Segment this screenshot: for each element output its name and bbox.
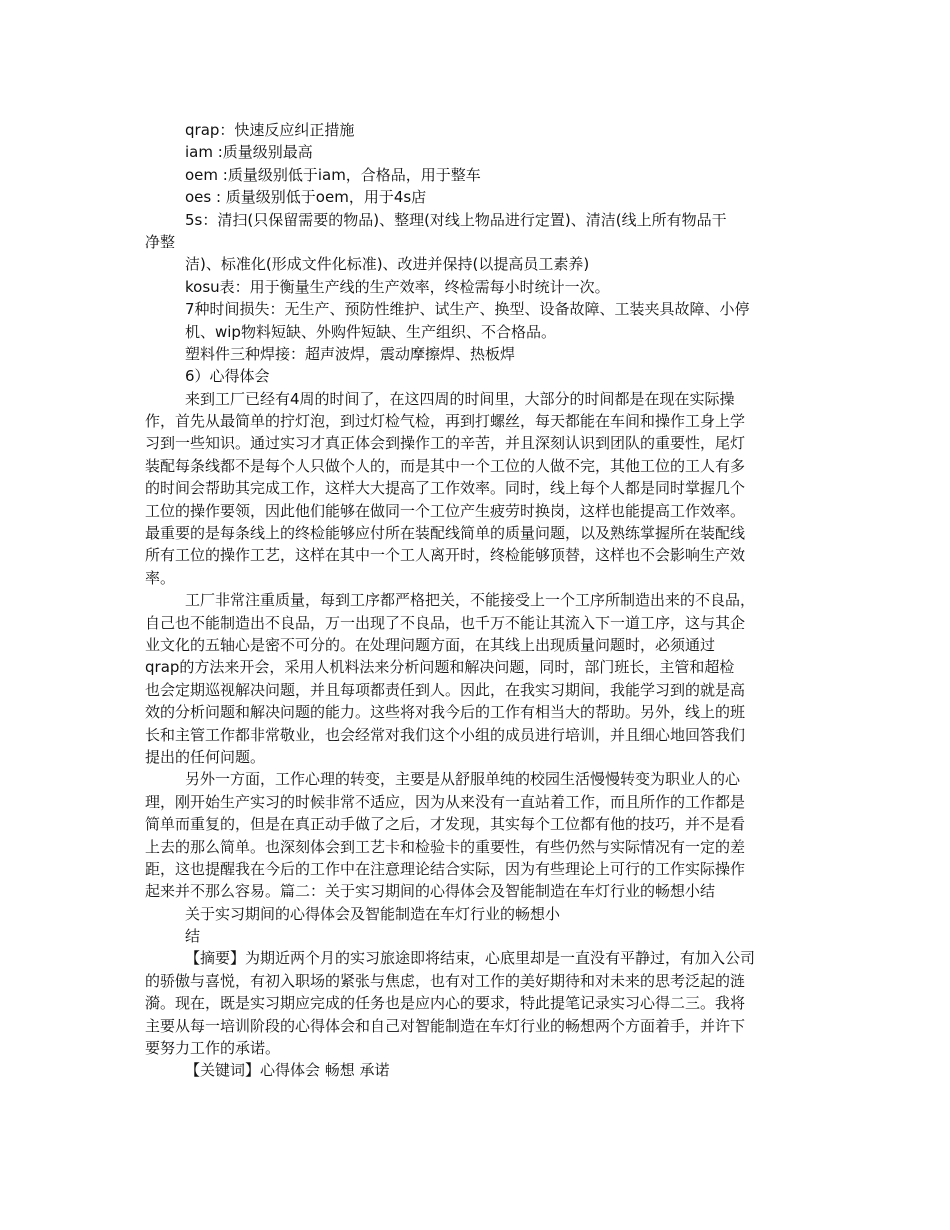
paragraph-line: 工厂非常注重质量，每到工序都严格把关，不能接受上一个工序所制造出来的不良品， [185, 591, 756, 610]
paragraph-line: qrap的方法来开会，采用人机料法来分析问题和解决问题，同时，部门班长，主管和超检 [145, 658, 735, 677]
text-line: 塑料件三种焊接：超声波焊，震动摩擦焊、热板焊 [185, 344, 516, 363]
paragraph-line: 装配每条线都不是每个人只做个人的，而是其中一个工位的人做不完，其他工位的工人有多 [145, 456, 746, 475]
paragraph-line: 效的分析问题和解决问题的能力。这些将对我今后的工作有相当大的帮助。另外，线上的班 [145, 703, 746, 722]
text-line: oes : 质量级别低于oem，用于4s店 [185, 188, 427, 207]
document-body [145, 119, 805, 1082]
paragraph-line: 作，首先从最简单的拧灯泡，到过灯检气检，再到打螺丝，每天都能在车间和操作工身上学 [145, 412, 746, 431]
abstract-line: 【摘要】为期近两个月的实习旅途即将结束，心底里却是一直没有平静过，有加入公司 [185, 949, 756, 968]
paragraph-line: 习到一些知识。通过实习才真正体会到操作工的辛苦，并且深刻认识到团队的重要性，尾灯 [145, 434, 746, 453]
paragraph-line: 距，这也提醒我在今后的工作中在注意理论结合实际，因为有些理论上可行的工作实际操作 [145, 859, 746, 878]
text-line: qrap：快速反应纠正措施 [185, 121, 355, 139]
paragraph-line: 理，刚开始生产实习的时候非常不适应，因为从来没有一直站着工作，而且所作的工作都是 [145, 792, 746, 811]
text-line: 净整 [145, 232, 176, 251]
paragraph-line: 工位的操作要领，因此他们能够在做同一个工位产生疲劳时换岗，这样也能提高工作效率。 [145, 501, 746, 520]
text-line: iam :质量级别最高 [185, 143, 313, 162]
article-title: 关于实习期间的心得体会及智能制造在车灯行业的畅想小 [185, 904, 561, 923]
paragraph-line: 所有工位的操作工艺，这样在其中一个工人离开时，终检能够顶替，这样也不会影响生产效 [145, 546, 746, 565]
paragraph-line: 起来并不那么容易。篇二：关于实习期间的心得体会及智能制造在车灯行业的畅想小结 [145, 882, 716, 901]
paragraph-line: 另外一方面，工作心理的转变，主要是从舒服单纯的校园生活慢慢转变为职业人的心 [185, 770, 741, 789]
abstract-line: 要努力工作的承诺。 [145, 1039, 281, 1058]
abstract-line: 漪。现在，既是实习期应完成的任务也是应内心的要求，特此提笔记录实习心得二三。我将 [145, 994, 746, 1013]
abstract-line: 的骄傲与喜悦，有初入职场的紧张与焦虑，也有对工作的美好期待和对未来的思考泛起的涟 [145, 971, 746, 990]
abstract-line: 主要从每一培训阶段的心得体会和自己对智能制造在车灯行业的畅想两个方面着手，并许下 [145, 1016, 746, 1035]
section-heading: 6）心得体会 [185, 367, 270, 386]
keywords-line: 【关键词】心得体会 畅想 承诺 [185, 1061, 390, 1080]
article-title: 结 [185, 927, 201, 946]
paragraph-line: 率。 [145, 568, 176, 587]
text-line: 7种时间损失：无生产、预防性维护、试生产、换型、设备故障、工装夹具故障、小停 [185, 300, 750, 319]
paragraph-line: 也会定期巡视解决问题，并且每项都责任到人。因此，在我实习期间，我能学习到的就是高 [145, 680, 746, 699]
paragraph-line: 提出的任何问题。 [145, 747, 266, 766]
text-line: 洁)、标准化(形成文件化标准)、改进并保持(以提高员工素养) [185, 255, 590, 274]
paragraph-line: 长和主管工作都非常敬业，也会经常对我们这个小组的成员进行培训，并且细心地回答我们 [145, 725, 746, 744]
paragraph-line: 最重要的是每条线上的终检能够应付所在装配线简单的质量问题，以及熟练掌握所在装配线 [145, 524, 746, 543]
paragraph-line: 简单而重复的，但是在真正动手做了之后，才发现，其实每个工位都有他的技巧，并不是看 [145, 815, 746, 834]
paragraph-line: 的时间会帮助其完成工作，这样大大提高了工作效率。同时，线上每个人都是同时掌握几个 [145, 479, 746, 498]
text-line: oem :质量级别低于iam，合格品，用于整车 [185, 165, 481, 184]
paragraph-line: 来到工厂已经有4周的时间了，在这四周的时间里，大部分的时间都是在现在实际操 [185, 389, 735, 408]
paragraph-line: 上去的那么简单。也深刻体会到工艺卡和检验卡的重要性，有些仍然与实际情况有一定的差 [145, 837, 746, 856]
text-line: 5s：清扫(只保留需要的物品)、整理(对线上物品进行定置)、清洁(线上所有物品干 [185, 210, 727, 229]
paragraph-line: 自己也不能制造出不良品，万一出现了不良品，也千万不能让其流入下一道工序，这与其企 [145, 613, 746, 632]
text-line: kosu表：用于衡量生产线的生产效率，终检需每小时统计一次。 [185, 277, 610, 296]
text-line: 机、wip物料短缺、外购件短缺、生产组织、不合格品。 [185, 322, 556, 341]
paragraph-line: 业文化的五轴心是密不可分的。在处理问题方面，在其线上出现质量问题时，必须通过 [145, 635, 716, 654]
